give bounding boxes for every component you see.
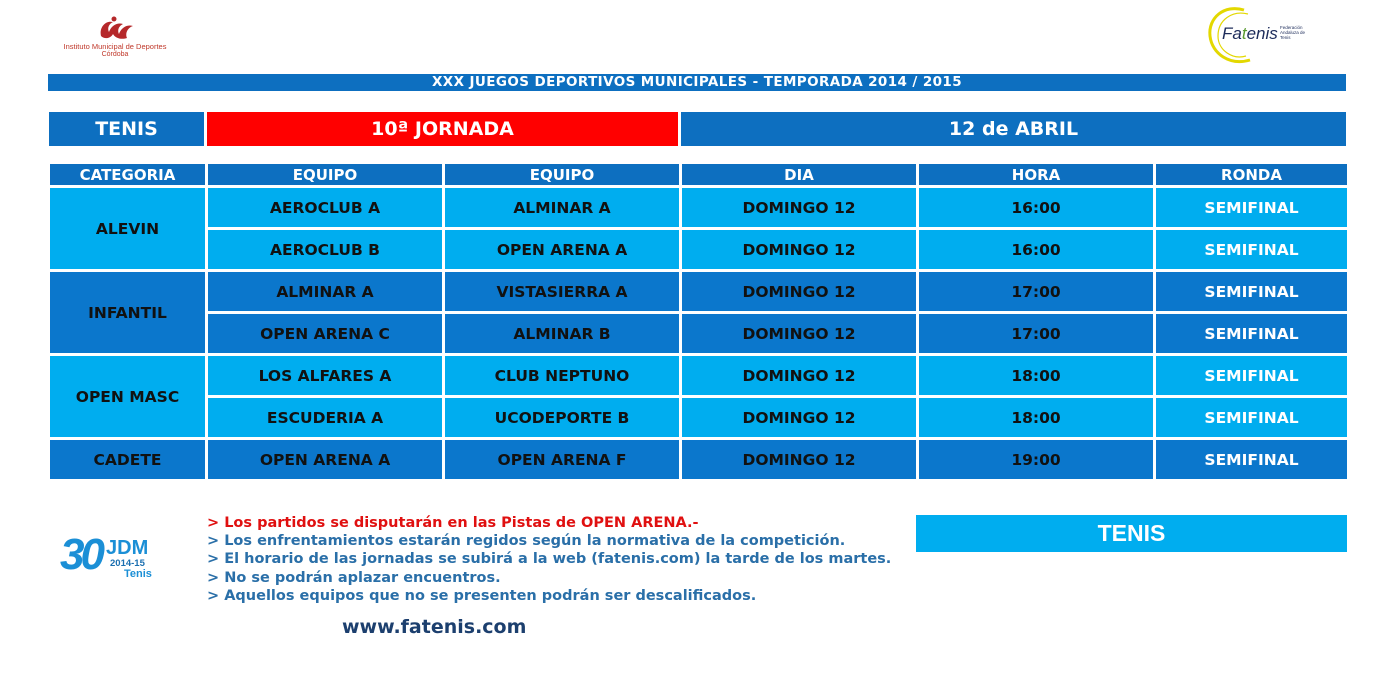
round-cell: SEMIFINAL [1156,188,1347,227]
round-cell: SEMIFINAL [1156,314,1347,353]
imd-logo [55,14,175,62]
note-item: > Aquellos equipos que no se presenten podrán ser descalificados. [207,587,757,604]
category-cell: INFANTIL [50,272,205,353]
table-row [50,188,1347,227]
note-item: > No se podrán aplazar encuentros. [207,569,501,586]
day-cell: DOMINGO 12 [682,398,916,437]
jdm-logo [58,530,168,586]
team-away-cell: OPEN ARENA F [445,440,679,479]
column-header-ronda: RONDA [1156,164,1347,185]
note-item: > Los enfrentamientos estarán regidos según la normativa de la competición. [207,533,846,550]
time-cell: 17:00 [919,272,1153,311]
round-cell: SEMIFINAL [1156,272,1347,311]
team-home-cell: OPEN ARENA C [208,314,442,353]
table-header-row [50,164,1347,185]
footer-sport-label: TENIS [916,515,1347,552]
time-cell: 18:00 [919,356,1153,395]
day-cell: DOMINGO 12 [682,272,916,311]
jdm-logo-number: 30 [60,530,101,579]
day-cell: DOMINGO 12 [682,314,916,353]
note-item: > El horario de las jornadas se subirá a la web (fatenis.com) la tarde de los martes. [207,551,892,568]
sport-header: TENIS [49,112,204,146]
team-away-cell: ALMINAR B [445,314,679,353]
day-cell: DOMINGO 12 [682,188,916,227]
team-away-cell: ALMINAR A [445,188,679,227]
column-header-dia: DIA [682,164,916,185]
fatenis-logo [1200,4,1310,68]
imd-logo-line1: Instituto Municipal de Deportes [63,42,167,51]
column-header-equipo-2: EQUIPO [445,164,679,185]
team-away-cell: UCODEPORTE B [445,398,679,437]
day-cell: DOMINGO 12 [682,230,916,269]
date-header: 12 de ABRIL [681,112,1346,146]
team-home-cell: AEROCLUB B [208,230,442,269]
day-cell: DOMINGO 12 [682,356,916,395]
table-row [50,398,1347,437]
time-cell: 18:00 [919,398,1153,437]
jdm-logo-sport: Tenis [124,568,152,580]
round-cell: SEMIFINAL [1156,230,1347,269]
time-cell: 16:00 [919,230,1153,269]
round-cell: SEMIFINAL [1156,440,1347,479]
team-home-cell: OPEN ARENA A [208,440,442,479]
note-item: > Los partidos se disputarán en las Pistas de OPEN ARENA.- [207,515,699,531]
round-cell: SEMIFINAL [1156,398,1347,437]
season-banner: XXX JUEGOS DEPORTIVOS MUNICIPALES - TEMPORADA 2014 / 2015 [48,74,1346,91]
table-row [50,230,1347,269]
schedule-table [47,161,1350,482]
team-home-cell: ESCUDERIA A [208,398,442,437]
jdm-logo-years: 2014-15 [110,558,145,569]
time-cell: 16:00 [919,188,1153,227]
time-cell: 19:00 [919,440,1153,479]
day-cell: DOMINGO 12 [682,440,916,479]
column-header-equipo-1: EQUIPO [208,164,442,185]
website-link[interactable]: www.fatenis.com [342,616,527,638]
table-row [50,272,1347,311]
notes-list [207,514,891,605]
jornada-header: 10ª JORNADA [207,112,678,146]
category-cell: CADETE [50,440,205,479]
jdm-logo-letters: JDM [106,537,149,559]
team-home-cell: ALMINAR A [208,272,442,311]
table-row [50,356,1347,395]
team-home-cell: AEROCLUB A [208,188,442,227]
table-row [50,440,1347,479]
team-away-cell: OPEN ARENA A [445,230,679,269]
fatenis-tagline: Federación Andaluza de Tenis [1280,25,1306,40]
imd-emblem-icon [93,14,137,42]
round-cell: SEMIFINAL [1156,356,1347,395]
team-home-cell: LOS ALFARES A [208,356,442,395]
fatenis-wordmark: Fatenis [1222,24,1278,43]
column-header-hora: HORA [919,164,1153,185]
column-header-categoria: CATEGORIA [50,164,205,185]
team-away-cell: VISTASIERRA A [445,272,679,311]
imd-logo-line2: Córdoba [101,51,129,58]
time-cell: 17:00 [919,314,1153,353]
table-row [50,314,1347,353]
category-cell: ALEVIN [50,188,205,269]
team-away-cell: CLUB NEPTUNO [445,356,679,395]
category-cell: OPEN MASC [50,356,205,437]
